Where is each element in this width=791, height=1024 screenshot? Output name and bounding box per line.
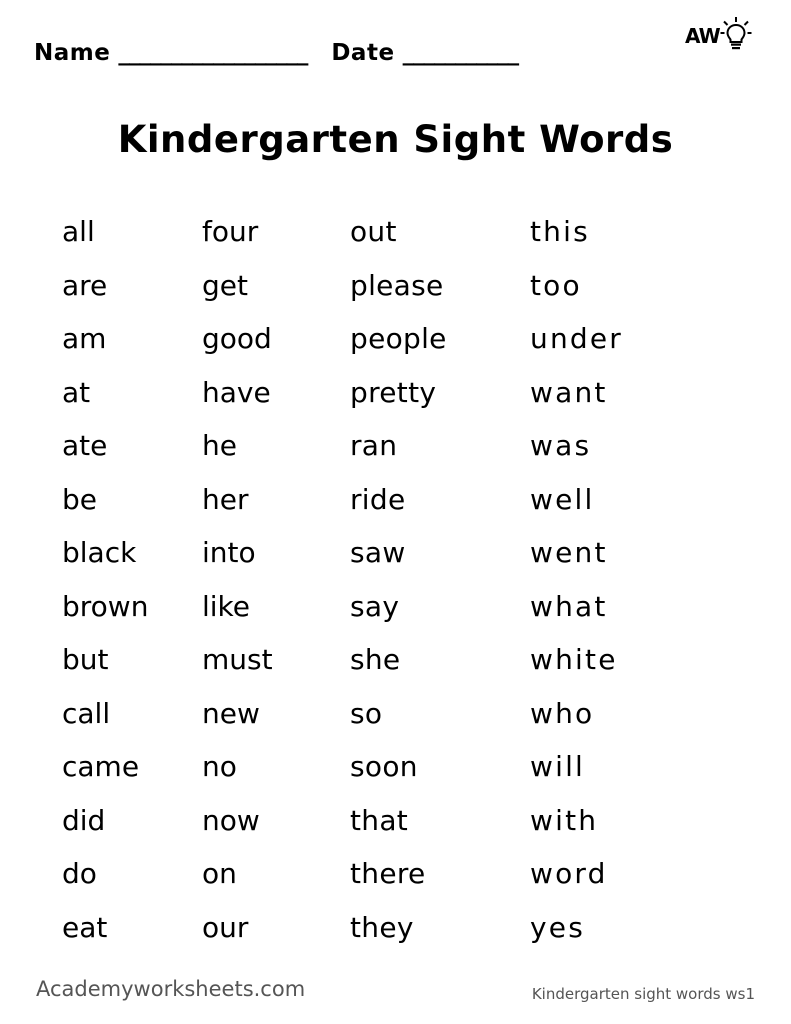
sight-word: out: [350, 215, 397, 248]
sight-word: on: [202, 857, 237, 890]
sight-word: am: [62, 322, 107, 355]
sight-word: pretty: [350, 375, 437, 409]
sight-word: white: [530, 643, 618, 676]
word-column-2: [202, 205, 350, 954]
sight-word: with: [530, 803, 599, 837]
sight-word: into: [202, 536, 256, 569]
name-field-group: [34, 40, 307, 66]
sight-word: ride: [350, 482, 406, 516]
sight-word: she: [350, 643, 401, 676]
sight-word: did: [62, 803, 106, 837]
sight-word: black: [62, 536, 137, 569]
sight-word: brown: [62, 589, 149, 623]
sight-word: good: [202, 322, 272, 355]
sight-word: too: [530, 268, 582, 302]
sight-word: but: [62, 643, 109, 676]
sight-word: there: [350, 857, 426, 890]
sight-word-columns: [62, 205, 728, 954]
sight-word: eat: [62, 910, 108, 944]
logo-initials: AW: [685, 24, 720, 48]
sight-word: please: [350, 268, 444, 302]
sight-word: like: [202, 589, 251, 623]
sight-word: he: [202, 429, 237, 462]
sight-word: must: [202, 643, 273, 676]
sight-word: word: [530, 857, 608, 890]
worksheet-header: [34, 40, 694, 66]
sight-word: want: [530, 375, 608, 409]
sight-word: all: [62, 215, 95, 248]
sight-word: now: [202, 803, 260, 837]
sight-word: this: [530, 215, 590, 248]
sight-word: who: [530, 696, 595, 730]
sight-word: yes: [530, 910, 585, 944]
name-label: Name: [34, 40, 111, 66]
sight-word: say: [350, 589, 400, 623]
sight-word: well: [530, 482, 595, 516]
sight-word: be: [62, 482, 97, 516]
sight-word: soon: [350, 750, 418, 783]
page-title: Kindergarten Sight Words: [117, 118, 674, 161]
sight-word: was: [530, 429, 592, 462]
word-column-1: [62, 205, 202, 954]
sight-word: have: [202, 375, 271, 409]
word-column-4: [530, 205, 720, 954]
sight-word: get: [202, 268, 248, 302]
sight-word: people: [350, 322, 447, 355]
sight-word: new: [202, 696, 260, 730]
sight-word: at: [62, 375, 91, 409]
sight-word: will: [530, 750, 586, 783]
date-field-group: [331, 40, 518, 66]
sight-word: ran: [350, 429, 398, 462]
sight-word: call: [62, 696, 111, 730]
sight-word: our: [202, 910, 249, 944]
sight-word: saw: [350, 536, 406, 569]
brand-logo: [685, 14, 755, 56]
sight-word: they: [350, 910, 414, 944]
sight-word: what: [530, 589, 608, 623]
word-column-3: [350, 205, 530, 954]
site-credit: Academyworksheets.com: [36, 977, 306, 1001]
sight-word: four: [202, 215, 259, 248]
sight-word: that: [350, 803, 409, 837]
sight-word: her: [202, 482, 249, 516]
sight-word: no: [202, 750, 237, 783]
sight-word: ate: [62, 429, 108, 462]
name-write-line[interactable]: __________________: [118, 40, 308, 66]
date-label: Date: [331, 40, 395, 66]
date-write-line[interactable]: ___________: [402, 40, 519, 66]
sight-word: are: [62, 268, 108, 302]
sight-word: do: [62, 857, 97, 890]
sight-word: went: [530, 536, 608, 569]
sight-word: came: [62, 750, 140, 783]
worksheet-id: Kindergarten sight words ws1: [531, 985, 755, 1003]
sight-word: under: [530, 322, 624, 355]
lightbulb-icon: [719, 16, 753, 54]
sight-word: so: [350, 696, 383, 730]
